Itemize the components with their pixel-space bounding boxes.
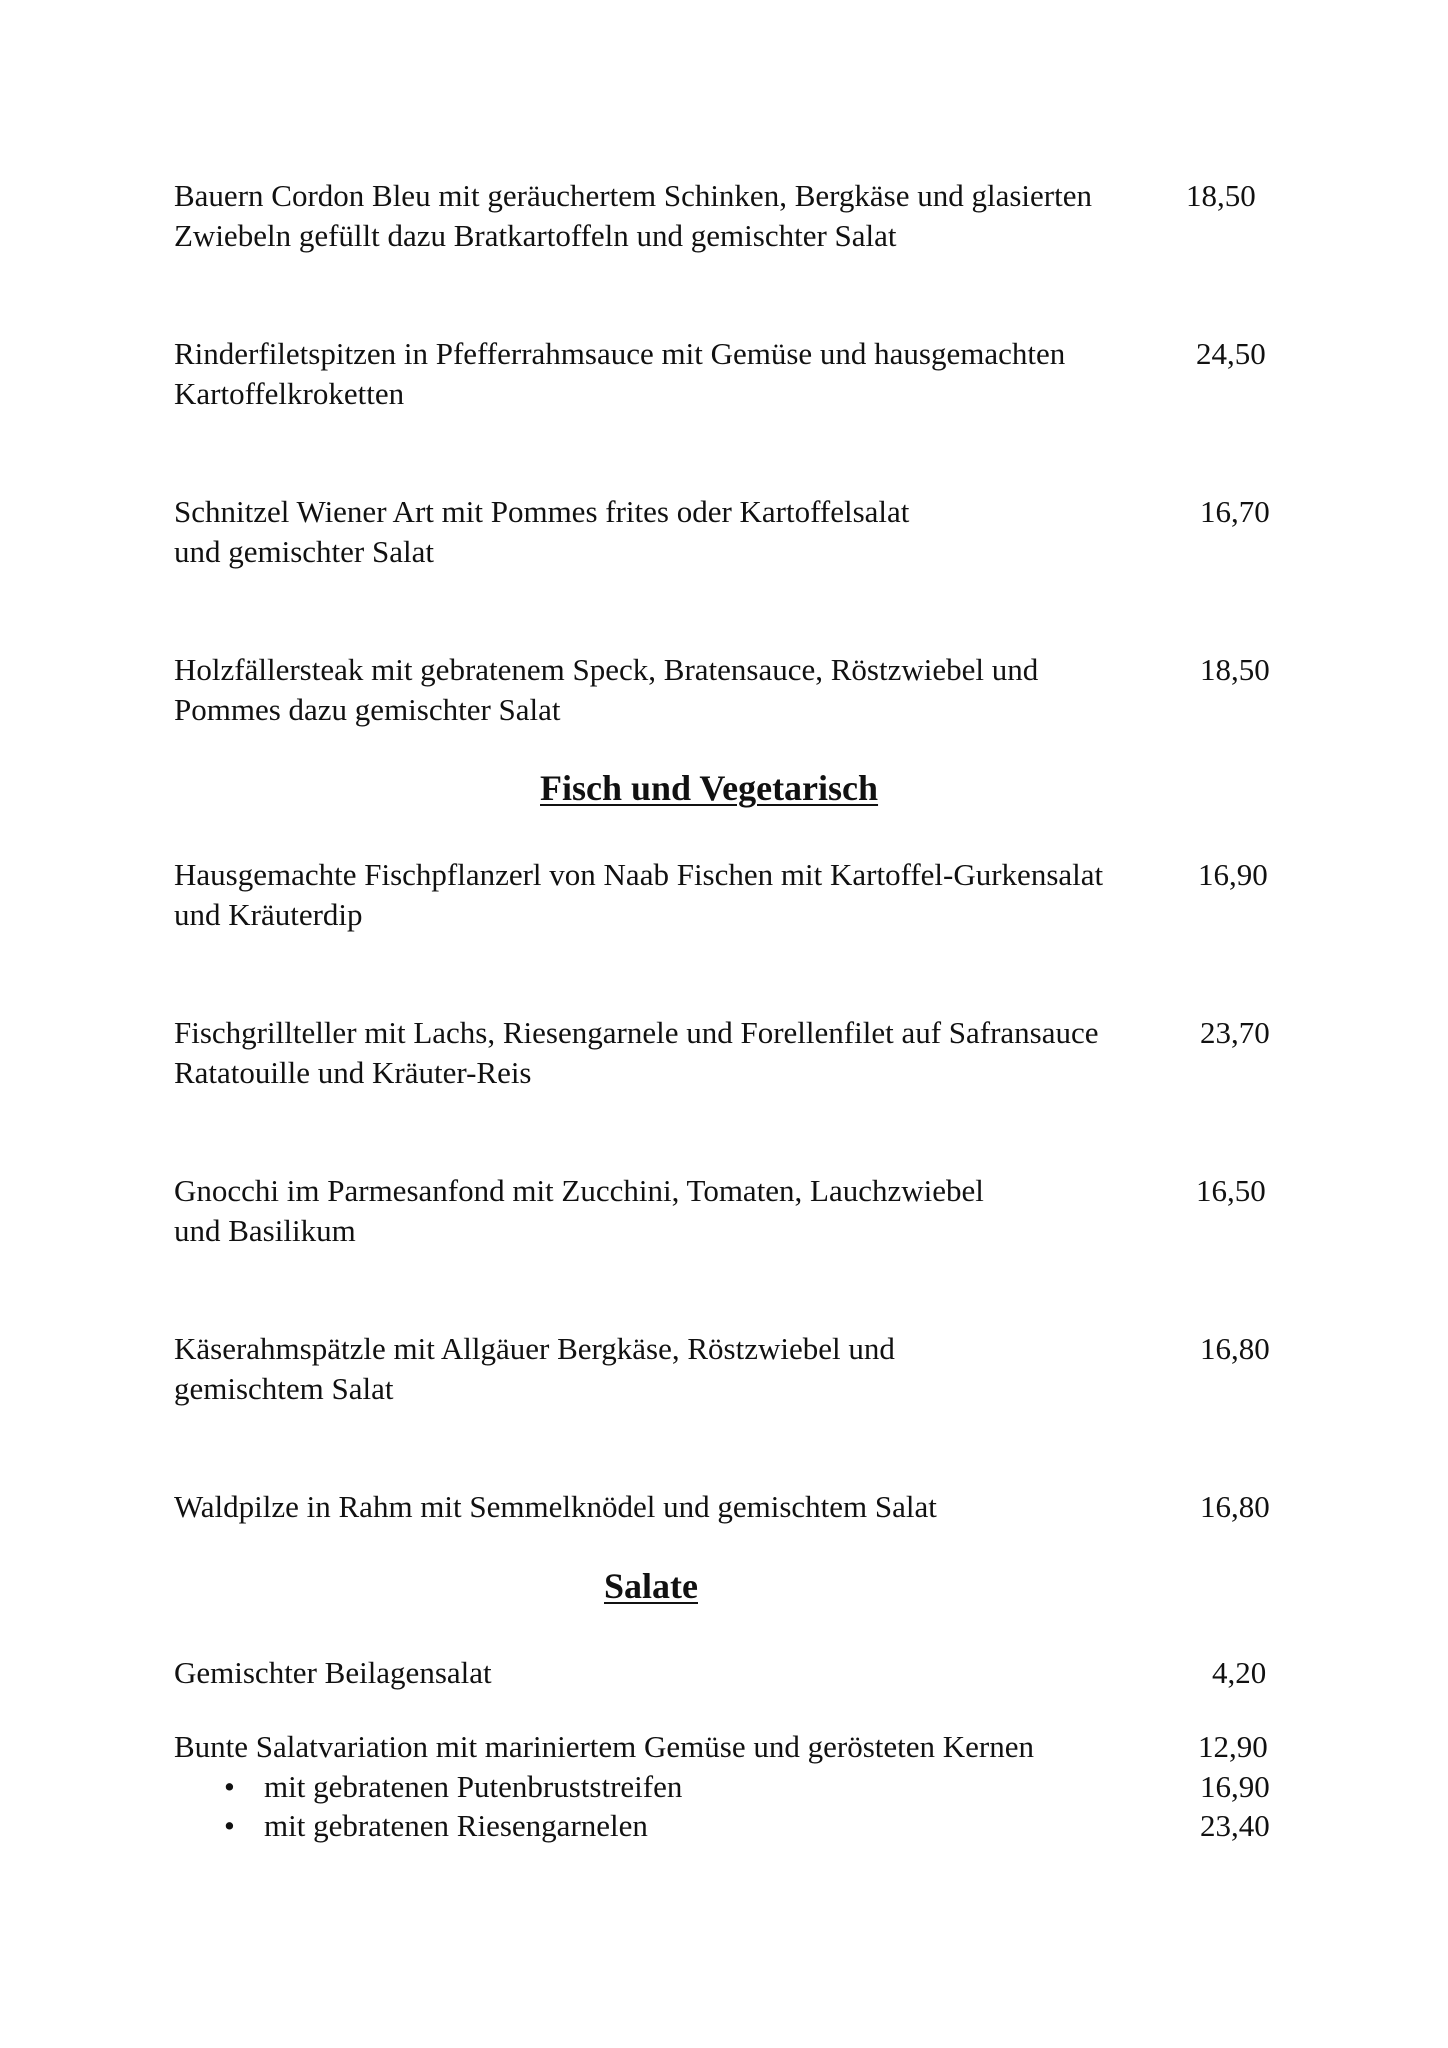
item-description-cont: gemischtem Salat	[174, 1371, 394, 1406]
menu-item-rinderfiletspitzen	[174, 334, 1284, 414]
menu-item-kaeserahmspaetzle	[174, 1329, 1284, 1409]
item-description-cont: und Kräuterdip	[174, 897, 363, 932]
item-description: Hausgemachte Fischpflanzerl von Naab Fischen mit Kartoffel-Gurkensalat	[174, 857, 1104, 892]
item-line	[174, 1053, 1284, 1093]
item-line	[174, 1211, 1284, 1251]
menu-item-waldpilze	[174, 1487, 1284, 1527]
item-price: 16,90	[1198, 857, 1268, 892]
item-price: 18,50	[1200, 652, 1270, 687]
item-line	[174, 374, 1284, 414]
item-description-cont: Pommes dazu gemischter Salat	[174, 692, 561, 727]
item-line	[174, 1727, 1284, 1767]
item-description: Fischgrillteller mit Lachs, Riesengarnele und Forellenfilet auf Safransauce	[174, 1015, 1099, 1050]
item-price: 12,90	[1198, 1729, 1268, 1764]
item-description: Bunte Salatvariation mit mariniertem Gemüse und gerösteten Kernen	[174, 1729, 1034, 1764]
item-description-cont: Ratatouille und Kräuter-Reis	[174, 1055, 532, 1090]
item-price: 18,50	[1186, 178, 1256, 213]
item-line	[174, 216, 1284, 256]
item-price: 4,20	[1212, 1655, 1267, 1690]
sub-item-price: 23,40	[1200, 1808, 1270, 1843]
item-line	[174, 1487, 1284, 1527]
menu-item-salatvariation	[174, 1727, 1284, 1767]
item-description: Waldpilze in Rahm mit Semmelknödel und gemischtem Salat	[174, 1489, 937, 1524]
item-price: 16,80	[1200, 1489, 1270, 1524]
sub-item-description: mit gebratenen Putenbruststreifen	[264, 1769, 683, 1804]
bullet: •	[224, 1769, 235, 1804]
item-line	[174, 1329, 1284, 1369]
item-description: Gemischter Beilagensalat	[174, 1655, 492, 1690]
menu-item-schnitzel	[174, 492, 1284, 572]
menu-item-fischpflanzerl	[174, 855, 1284, 935]
item-line	[174, 334, 1284, 374]
bullet: •	[224, 1808, 235, 1843]
sub-item-description: mit gebratenen Riesengarnelen	[264, 1808, 648, 1843]
item-description: Schnitzel Wiener Art mit Pommes frites oder Kartoffelsalat	[174, 494, 910, 529]
item-price: 23,70	[1200, 1015, 1270, 1050]
menu-item-fischgrillteller	[174, 1013, 1284, 1093]
item-line	[174, 895, 1284, 935]
item-line	[174, 1013, 1284, 1053]
sub-item-putenbruststreifen	[174, 1767, 1284, 1807]
item-price: 24,50	[1196, 336, 1266, 371]
item-description-cont: Kartoffelkroketten	[174, 376, 405, 411]
section-heading-fisch: Fisch und Vegetarisch	[540, 768, 879, 808]
item-line	[174, 1171, 1284, 1211]
menu-item-beilagensalat	[174, 1653, 1284, 1693]
item-description-cont: Zwiebeln gefüllt dazu Bratkartoffeln und gemischter Salat	[174, 218, 897, 253]
item-description: Käserahmspätzle mit Allgäuer Bergkäse, Röstzwiebel und	[174, 1331, 895, 1366]
menu-item-gnocchi	[174, 1171, 1284, 1251]
item-line	[174, 1369, 1284, 1409]
item-description: Rinderfiletspitzen in Pfefferrahmsauce mit Gemüse und hausgemachten	[174, 336, 1066, 371]
item-line	[174, 650, 1284, 690]
item-price: 16,50	[1196, 1173, 1266, 1208]
section-heading-salate: Salate	[604, 1566, 698, 1606]
item-description-cont: und Basilikum	[174, 1213, 356, 1248]
item-price: 16,80	[1200, 1331, 1270, 1366]
item-line	[174, 1653, 1284, 1693]
item-description: Gnocchi im Parmesanfond mit Zucchini, Tomaten, Lauchzwiebel	[174, 1173, 984, 1208]
menu-item-holzfaellersteak	[174, 650, 1284, 730]
sub-item-price: 16,90	[1200, 1769, 1270, 1804]
item-line	[174, 690, 1284, 730]
sub-item-riesengarnelen	[174, 1806, 1284, 1846]
item-line	[174, 532, 1284, 572]
item-line	[174, 492, 1284, 532]
item-description-cont: und gemischter Salat	[174, 534, 434, 569]
item-description: Holzfällersteak mit gebratenem Speck, Bratensauce, Röstzwiebel und	[174, 652, 1039, 687]
item-description: Bauern Cordon Bleu mit geräuchertem Schinken, Bergkäse und glasierten	[174, 178, 1092, 213]
item-price: 16,70	[1200, 494, 1270, 529]
menu-item-cordon-bleu	[174, 176, 1284, 256]
item-line	[174, 176, 1284, 216]
item-line	[174, 855, 1284, 895]
